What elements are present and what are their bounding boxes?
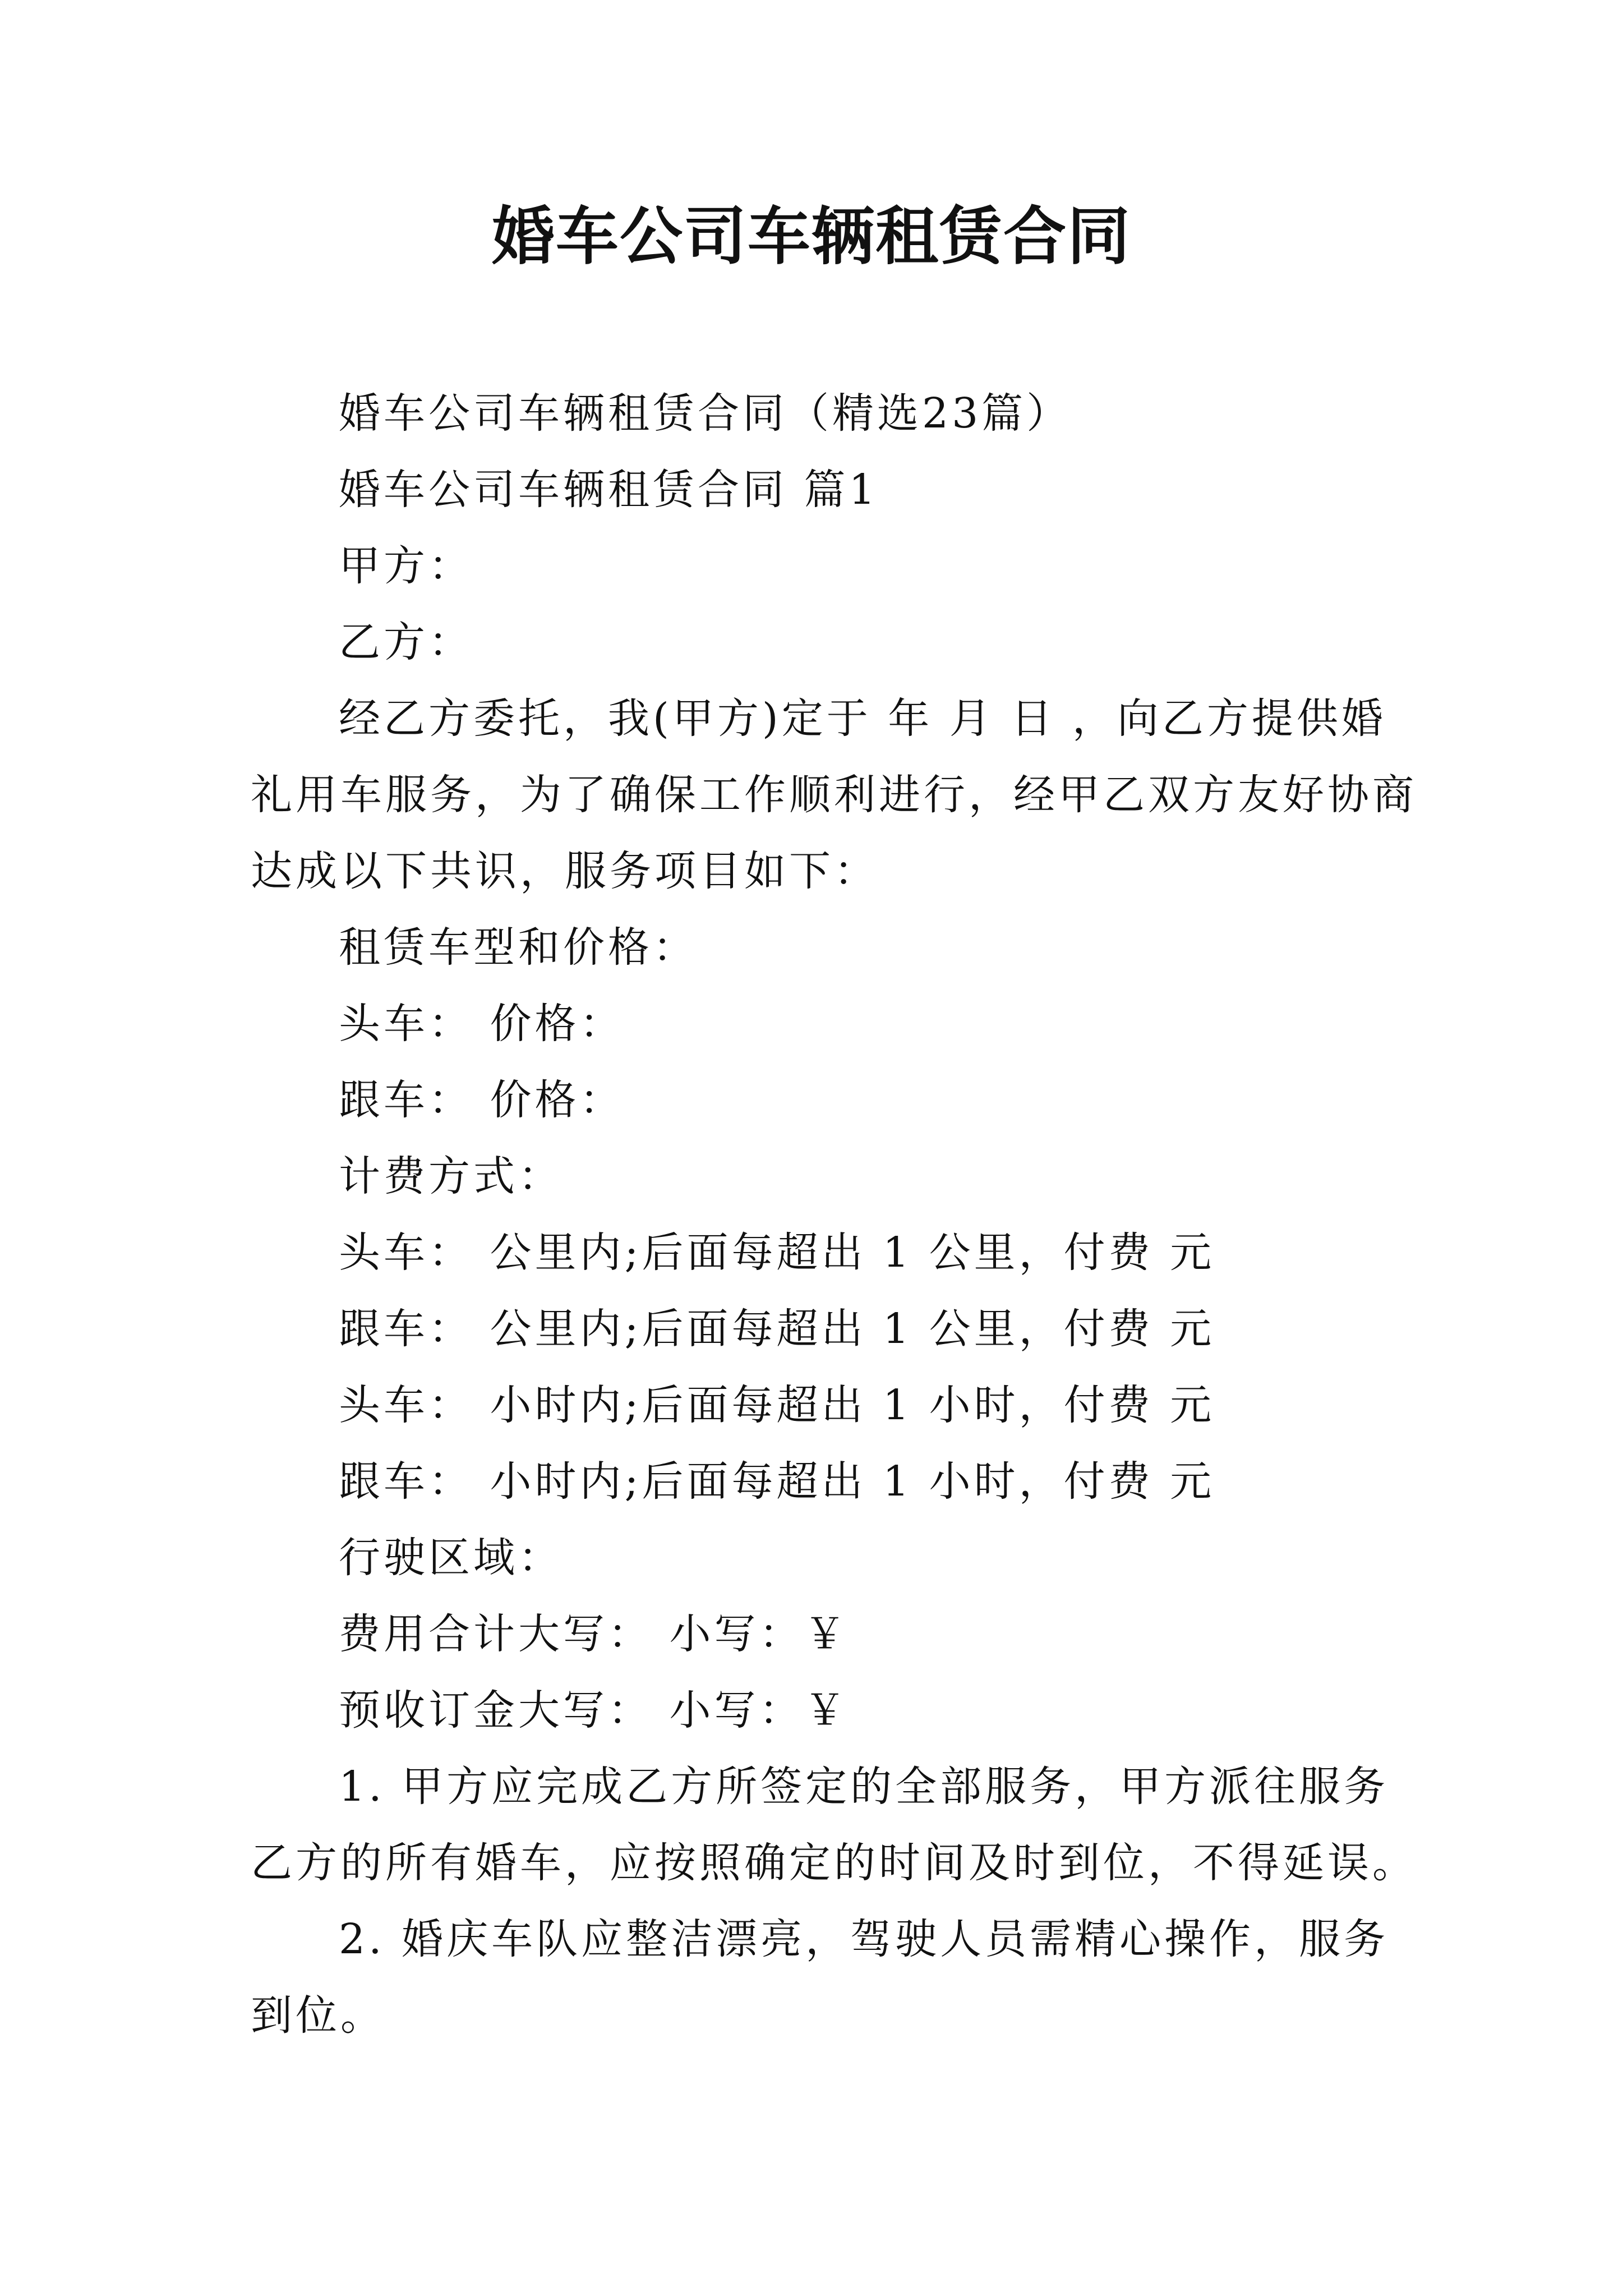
rental-models-heading: 租赁车型和价格： (339, 923, 698, 972)
total-fee: 费用合计大写： 小写：￥ (339, 1610, 849, 1658)
driving-area: 行驶区域： (339, 1534, 563, 1582)
intro-line-1: 经乙方委托，我(甲方)定于 年 月 日 ，向乙方提供婚 (339, 694, 1386, 743)
lead-car-price: 头车： 价格： (339, 1000, 625, 1048)
lead-car-km: 头车： 公里内;后面每超出 1 公里，付费 元 (339, 1228, 1215, 1277)
clause-2-line-2: 到位。 (251, 1991, 385, 2040)
intro-line-3: 达成以下共识，服务项目如下： (251, 847, 879, 895)
clause-1-line-1: 1. 甲方应完成乙方所签定的全部服务，甲方派往服务 (339, 1763, 1389, 1811)
party-b-label: 乙方： (339, 618, 473, 666)
document-title: 婚车公司车辆租赁合同 (492, 200, 1131, 273)
lead-car-hour: 头车： 小时内;后面每超出 1 小时，付费 元 (339, 1381, 1215, 1429)
clause-1-line-2: 乙方的所有婚车，应按照确定的时间及时到位，不得延误。 (251, 1839, 1417, 1887)
clause-2-line-1: 2. 婚庆车队应整洁漂亮，驾驶人员需精心操作，服务 (339, 1915, 1389, 1963)
intro-line-2: 礼用车服务，为了确保工作顺利进行，经甲乙双方友好协商 (251, 771, 1417, 819)
deposit: 预收订金大写： 小写：￥ (339, 1686, 849, 1734)
follow-car-price: 跟车： 价格： (339, 1076, 625, 1124)
subtitle: 婚车公司车辆租赁合同（精选23篇） (339, 389, 1072, 438)
section-heading: 婚车公司车辆租赁合同 篇1 (339, 466, 879, 514)
party-a-label: 甲方： (339, 542, 473, 590)
follow-car-km: 跟车： 公里内;后面每超出 1 公里，付费 元 (339, 1305, 1215, 1353)
billing-method-heading: 计费方式： (339, 1152, 563, 1200)
follow-car-hour: 跟车： 小时内;后面每超出 1 小时，付费 元 (339, 1457, 1215, 1506)
